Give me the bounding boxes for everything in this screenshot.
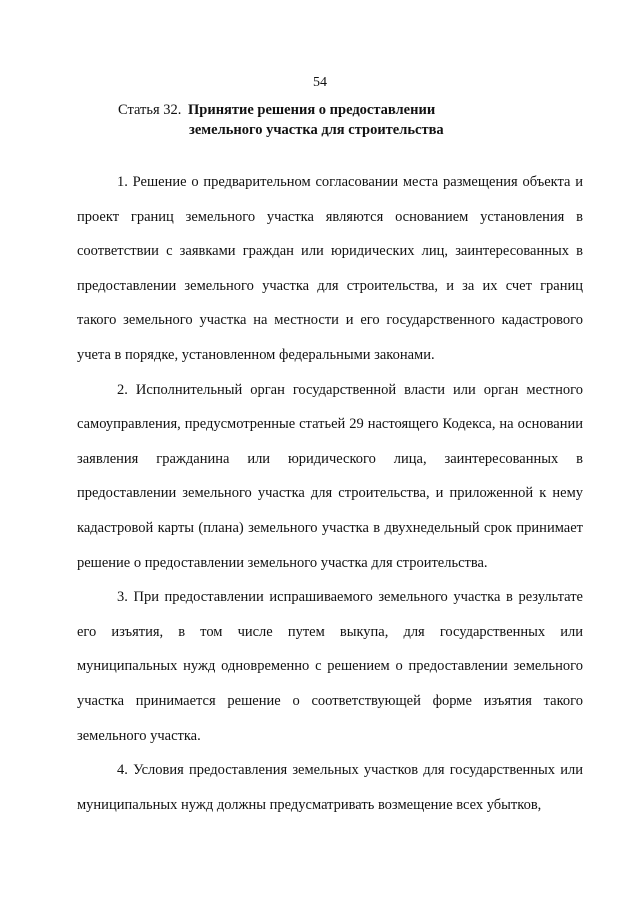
- article-label: Статья 32.: [118, 102, 182, 118]
- paragraph-1: 1. Решение о предварительном согласовании места размещения объекта и проект границ земельного участка являются основанием установления в соответствии с заявками граждан или юридических лиц, заинтересованных в предоставлении земельного участка для строительства, и за их счет границ такого земельного участка на местности и его государственного кадастрового учета в порядке, установленном федеральными законами.: [77, 174, 583, 363]
- article-title-line-2: земельного участка для строительства: [189, 122, 444, 138]
- paragraph-2: 2. Исполнительный орган государственной власти или орган местного самоуправления, предусмотренные статьей 29 настоящего Кодекса, на основании заявления гражданина или юридического лица, заинтересованных в предоставлении земельного участка для строительства, и приложенной к нему кадастровой карты (плана) земельного участка в двухнедельный срок принимает решение о предоставлении земельного участка для строительства.: [77, 381, 583, 571]
- article-body: [77, 165, 583, 822]
- page-number: 54: [313, 75, 327, 90]
- paragraph-4: 4. Условия предоставления земельных участков для государственных или муниципальных нужд должны предусматривать возмещение всех убытков,: [77, 762, 583, 813]
- article-title-line-1: Принятие решения о предоставлении: [188, 102, 436, 118]
- paragraph-3: 3. При предоставлении испрашиваемого земельного участка в результате его изъятия, в том числе путем выкупа, для государственных или муниципальных нужд одновременно с решением о предоставлении земельного участка принимается решение о соответствующей форме изъятия такого земельного участка.: [77, 589, 583, 744]
- article-heading: [118, 100, 444, 140]
